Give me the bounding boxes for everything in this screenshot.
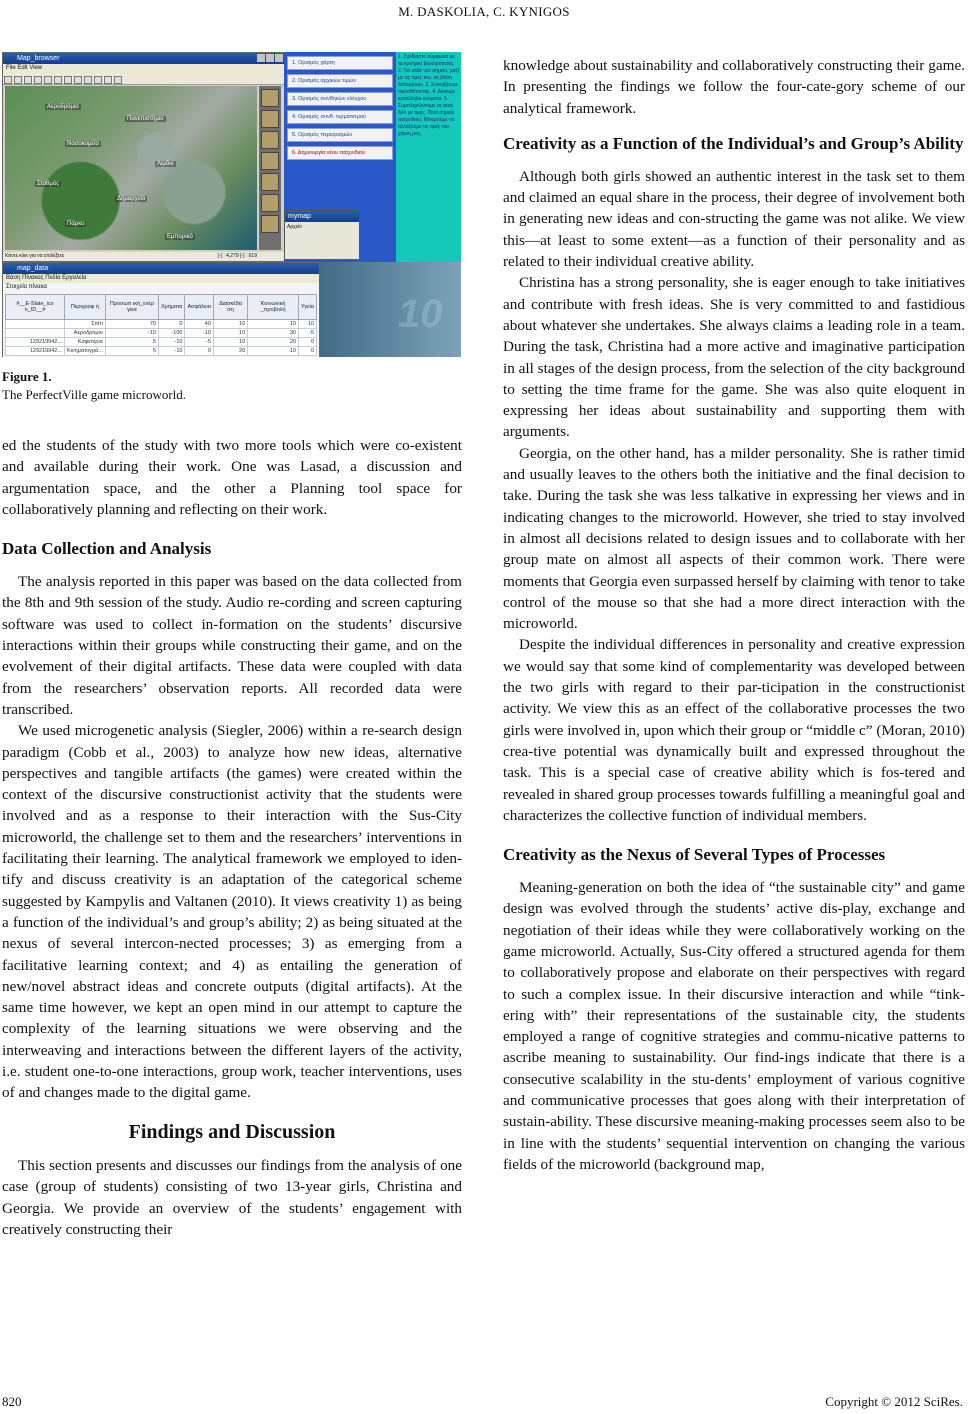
table-cell: 129219942... bbox=[6, 347, 65, 356]
table-header: Περιγραφ ή bbox=[64, 295, 105, 320]
table-cell: 10 bbox=[248, 320, 299, 329]
table-cell: -10 bbox=[105, 329, 158, 338]
city-label: Δημαρχείο bbox=[117, 196, 146, 202]
map-browser-window bbox=[2, 52, 286, 262]
menu-item-initial-values: 2. Ορισμός αρχικών τιμών bbox=[287, 74, 393, 88]
map-window-titlebar bbox=[3, 53, 285, 64]
table-cell: 10 bbox=[213, 338, 247, 347]
map-data-window bbox=[2, 262, 320, 357]
menu-item-new-game: 6. Δημιουργία νέου παιχνιδιού bbox=[287, 146, 393, 160]
table-cell bbox=[6, 320, 65, 329]
city-label: Πανεπιστήμιο bbox=[127, 116, 164, 122]
city-label: Λιμάνι bbox=[157, 161, 174, 167]
building-palette bbox=[259, 86, 281, 250]
table-cell: -10 bbox=[159, 338, 185, 347]
paragraph: Although both girls showed an authentic interest in the task set to them and claimed an equal share in the process, their degree of involvement both in generating new ideas and con-structing the game was not alike. We view this—at least to some extent—as a function of their personality and as related to their individual creative ability. bbox=[503, 167, 965, 271]
table-row bbox=[6, 329, 317, 338]
table-header: Χρήματα bbox=[159, 295, 185, 320]
table-cell bbox=[6, 329, 65, 338]
copyright: Copyright © 2012 SciRes. bbox=[825, 1394, 963, 1409]
building-icon bbox=[261, 89, 279, 107]
table-cell: Αεροδρόμιο bbox=[64, 329, 105, 338]
paragraph: We used microgenetic analysis (Siegler, 2006) within a re-search design paradigm (Cobb et al., 2003) to analyze how new ideas, alternative perspectives and tangible artifacts (the games) were created within the context of the discursive constructionist activity that the students were involved and as a response to their interaction with the Sus-City microworld, the challenge set to them and the researchers’ interventions in facilitating their learning. The analytical framework we employed to iden-tify and discuss creativity is an adaptation of the categorical scheme suggested by Kampylis and Valtanen (2010). It views creativity 1) as being a function of the individual’s and group’s ability; 2) as being situated at the nexus of several intercon-nected processes; 3) as emerging from a facilitative learning context; and 4) as entailing the generation of new/novel abstract ideas and concrete outputs (digital artifacts). At the same time however, we kept an open mind in our attempt to capture the complexity of the learning situations we were observing and the interweaving and interactions between the different layers of the activity, i.e. student one-to-one interactions, group work, teacher interventions, uses of and changes made to the digital game. bbox=[2, 722, 462, 1102]
minimap-text: Αρχείο bbox=[287, 224, 302, 230]
table-cell: 10 bbox=[298, 320, 316, 329]
table-cell: 0 bbox=[298, 347, 316, 356]
table-cell: 0 bbox=[159, 320, 185, 329]
table-cell: Κινηματογρά... bbox=[64, 347, 105, 356]
table-cell: 5 bbox=[105, 338, 158, 347]
section-heading: Creativity as a Function of the Individual’s and Group’s Ability bbox=[503, 133, 964, 153]
table-header: #__E-Slate_ico n_ID__# bbox=[6, 295, 65, 320]
table-cell: 0 bbox=[298, 338, 316, 347]
menu-item-control-conditions: 3. Ορισμός συνθηκών ελέγχου bbox=[287, 92, 393, 106]
tool-icon bbox=[64, 76, 72, 84]
table-header: Ασφάλεια bbox=[185, 295, 213, 320]
table-row bbox=[6, 347, 317, 356]
tool-icon bbox=[114, 76, 122, 84]
paragraph: This section presents and discusses our findings from the analysis of one case (group of students) consisting of two 13-year girls, Christina and Georgia. We provide an overview of the students’ engagement with creatively constructing their bbox=[2, 1156, 462, 1238]
desktop-background bbox=[318, 262, 461, 357]
tool-icon bbox=[34, 76, 42, 84]
figure-label: Figure 1. bbox=[2, 369, 52, 384]
city-label: Πάρκο bbox=[67, 221, 85, 227]
table-cell: Καφετέρια bbox=[64, 338, 105, 347]
map-window-title: Map_browser bbox=[17, 55, 60, 62]
figure-screenshot bbox=[2, 52, 461, 357]
page-number: 820 bbox=[2, 1394, 22, 1409]
tool-icon bbox=[104, 76, 112, 84]
left-column bbox=[2, 435, 462, 1240]
paragraph: The analysis reported in this paper was based on the data collected from the 8th and 9th session of the study. Audio re-cording and screen capturing software was used to collect in-formation on the students’ discursive interactions within their groups while constructing their game, and on the evolvement of their digital artifacts. These data were coupled with data from the researchers’ observation reports. All recorded data were transcribed. bbox=[2, 573, 462, 718]
building-icon bbox=[261, 194, 279, 212]
menu-item-constraints: 5. Ορισμός περιορισμών bbox=[287, 128, 393, 142]
table-cell: 10 bbox=[248, 347, 299, 356]
table-cell: -5 bbox=[185, 338, 213, 347]
table-cell: 10 bbox=[213, 329, 247, 338]
tool-icon bbox=[84, 76, 92, 84]
table-cell: 30 bbox=[248, 329, 299, 338]
table-cell: 20 bbox=[248, 338, 299, 347]
tool-icon bbox=[44, 76, 52, 84]
table-row bbox=[6, 320, 317, 329]
table-cell: 10 bbox=[213, 320, 247, 329]
minimize-icon bbox=[257, 54, 265, 62]
city-label: Σταθμός bbox=[37, 181, 60, 187]
building-icon bbox=[261, 215, 279, 233]
section-heading-major: Findings and Discussion bbox=[128, 1120, 336, 1143]
table-header: Προσωπ ική_ενέρ γεια bbox=[105, 295, 158, 320]
table-cell: Σπίτι bbox=[64, 320, 105, 329]
running-head: M. DASKOLIA, C. KYNIGOS bbox=[398, 4, 570, 19]
data-window-titlebar: map_data bbox=[3, 263, 319, 274]
minimap-window bbox=[284, 210, 360, 260]
table-cell: 70 bbox=[105, 320, 158, 329]
building-icon bbox=[261, 131, 279, 149]
paragraph: Christina has a strong personality, she is eager enough to take initiatives and contribute with fresh ideas. She is very committed to and fastidious about whatever she undertakes. She always claims a leading role in a team. During the task, Christina had a more active and imaginative participation in all stages of the design process, from the selection of the city background to setting the time frame for the game. She was also quite eloquent in expressing her ideas about sustainability and supporting them with arguments. bbox=[503, 274, 965, 441]
table-cell: 129219942... bbox=[6, 338, 65, 347]
tool-icon bbox=[4, 76, 12, 84]
table-cell: 40 bbox=[185, 320, 213, 329]
table-cell: 5 bbox=[105, 347, 158, 356]
data-subtitle: Στοιχεία πίνακα bbox=[3, 283, 319, 292]
map-coords: [-] : 4,279 [-] : 619 bbox=[217, 253, 257, 259]
menu-item-termination: 4. Ορισμός συνθ. τερματισμού bbox=[287, 110, 393, 124]
section-heading: Data Collection and Analysis bbox=[2, 539, 212, 559]
table-cell: -10 bbox=[185, 329, 213, 338]
maximize-icon bbox=[266, 54, 274, 62]
close-icon bbox=[275, 54, 283, 62]
building-icon bbox=[261, 110, 279, 128]
table-header: Κοινωνική _προβολή bbox=[248, 295, 299, 320]
minimap-titlebar: mymap bbox=[285, 211, 359, 222]
table-cell: -10 bbox=[159, 347, 185, 356]
tool-icon bbox=[14, 76, 22, 84]
data-menubar: Βάση Πίνακας Πεδία Εργαλεία bbox=[3, 274, 319, 283]
map-status-text: Κάντε κλικ για να επιλέξετε bbox=[5, 253, 65, 259]
paragraph: ed the students of the study with two more tools which were co-existent and available during their work. One was Lasad, a discussion and argumentation space, and the other a Planning tool space for collaboratively planning and reflecting on their work. bbox=[2, 437, 462, 518]
paragraph: Meaning-generation on both the idea of “the sustainable city” and game design was evolved through the students’ active dis-play, exchange and negotiation of their ideas while they were collaboratively working on the game microworld. Actually, Sus-City offered a structured agenda for them to collaboratively propose and elaborate on their perspectives with regard to such a complex issue. In their discursive interaction and while “tink-ering with” their representations of the sustainable city, the students employed a range of cognitive strategies and commu-nicative patterns to ascribe meaning to sustainability. Our find-ings indicate that there is a consecutive scalability in the stu-dents’ employment of various cognitive and communicative processes that goes along with their interpretation of sustain-ability. These discursive meaning-making processes seem also to be in line with the students’ sequential intervention on changing the various fields of the microworld (background map, bbox=[503, 879, 965, 1173]
map-statusbar bbox=[3, 252, 287, 261]
building-icon bbox=[261, 173, 279, 191]
paragraph: Georgia, on the other hand, has a milder personality. She is rather timid and usually leaves to the others both the initiative and the final decision to take. During the task she was less talkative in expressing her views and in indicating changes to the microworld. However, she tried to stay involved in almost all decisions related to design issues and to collaborate with her group mate on almost all aspects of their common work. There were moments that Georgia even surpassed herself by claiming with tenor to take control of the mouse so that she had a more direct interaction with the microworld. bbox=[503, 444, 965, 633]
table-cell: 20 bbox=[213, 347, 247, 356]
city-map bbox=[5, 86, 257, 250]
city-label: Εμπορικό bbox=[167, 234, 193, 240]
table-header: Υγεία bbox=[298, 295, 316, 320]
city-label: Αεροδρόμιο bbox=[47, 104, 79, 110]
table-row bbox=[6, 338, 317, 347]
map-menubar: File Edit View bbox=[3, 64, 285, 73]
section-heading: Creativity as the Nexus of Several Types of Processes bbox=[503, 845, 886, 865]
table-header: Διασκέδα ση bbox=[213, 295, 247, 320]
right-column bbox=[503, 55, 965, 1175]
map-toolbar bbox=[3, 73, 285, 85]
tool-icon bbox=[74, 76, 82, 84]
city-label: Νοσοκομείο bbox=[67, 141, 99, 147]
menu-item-map: 1. Ορισμός χάρτη bbox=[287, 56, 393, 70]
table-cell: -100 bbox=[159, 329, 185, 338]
tool-icon bbox=[54, 76, 62, 84]
building-icon bbox=[261, 152, 279, 170]
table-cell: 0 bbox=[185, 347, 213, 356]
paragraph: Despite the individual differences in personality and creative expression we would say that some kind of complementarity was developed between the two girls with regard to their par-ticipation in the constructionist activity. We view this as an effect of the collaborative processes the two girls were involved in, upon which their group or “middle c” (Moran, 2010) crea-tive potential was dynamically built and expressed throughout the task. This is a special case of creative ability which is fos-tered and revealed in shared group processes towards fulfilling a meaningful goal and characterizes the collective function of individual members. bbox=[503, 636, 965, 824]
paragraph: knowledge about sustainability and collaboratively constructing their game. In presenting the findings we follow the four-cate-gory scheme of our analytical framework. bbox=[503, 57, 965, 117]
tool-icon bbox=[24, 76, 32, 84]
figure-caption-text: The PerfectVille game microworld. bbox=[2, 387, 187, 402]
table-header-row bbox=[6, 295, 317, 320]
table-cell: -5 bbox=[298, 329, 316, 338]
watermark-glyph: 10 bbox=[398, 292, 443, 336]
figure-caption bbox=[2, 368, 186, 404]
tool-icon bbox=[94, 76, 102, 84]
instructions-panel: 1. Σχεδιάστε σύμφωνα με τα κριτήρια βιωσιμότητας. 2. Για κάθε νέο σημείο, μαζί με τις τιμές του, σε βάση δεδομένων. 3. Συνεχίζουμε προσθέτοντας. 4. Δίνουμε κατάλληλα ονόματα. 5. Συμπληρώνουμε τα κενά δύο με τιμές. Ποια σημεία παιχνιδιού; Μπορούμε να αλλάξουμε τις τιμές του χάρτη μας. bbox=[396, 52, 461, 262]
data-table bbox=[5, 294, 317, 356]
